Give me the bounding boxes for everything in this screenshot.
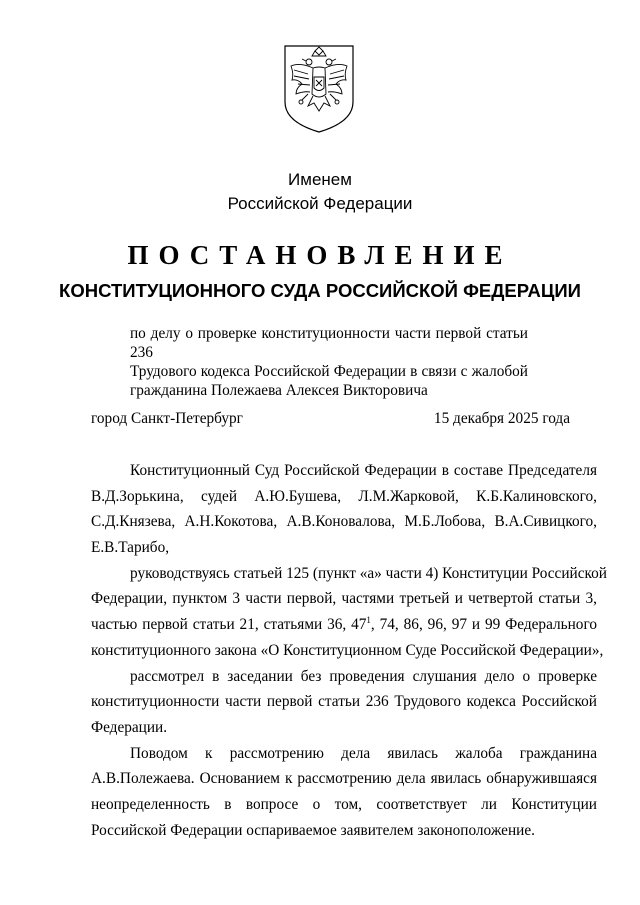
date: 15 декабря 2025 года <box>433 410 570 427</box>
body-text <box>91 458 607 843</box>
body-line: неопределенность в вопросе о том, соответствует ли Конституции <box>91 795 597 813</box>
body-fragment: , 74, 86, 96, 97 и 99 Федерального <box>370 616 597 634</box>
superscript: 1 <box>366 615 371 626</box>
body-line: В.Д.Зорькина, судей А.Ю.Бушева, Л.М.Жарковой, К.Б.Калиновского, <box>91 487 597 505</box>
case-line: гражданина Полежаева Алексея Викторовича <box>130 382 428 399</box>
body-line: А.В.Полежаева. Основанием к рассмотрению дела явилась обнаружившаяся <box>91 770 597 788</box>
body-fragment: частью первой статьи 21, статьями 36, 47 <box>91 616 367 634</box>
document-title: ПОСТАНОВЛЕНИЕ <box>127 240 513 270</box>
body-line: Федерации, пунктом 3 части первой, частями третьей и четвертой статьи 3, <box>91 590 597 608</box>
body-line: С.Д.Князева, А.Н.Кокотова, А.В.Коновалова, М.Б.Лобова, В.А.Сивицкого, <box>91 513 597 531</box>
body-line: Российской Федерации оспариваемое заявителем законоположение. <box>91 821 535 839</box>
document-subtitle: КОНСТИТУЦИОННОГО СУДА РОССИЙСКОЙ ФЕДЕРАЦИИ <box>59 280 581 301</box>
body-line: Е.В.Тарибо, <box>91 539 170 557</box>
case-line: Трудового кодекса Российской Федерации в связи с жалобой <box>130 363 528 380</box>
case-line: по делу о проверке конституционности части первой статьи 236 <box>130 325 528 361</box>
intro-line-2: Российской Федерации <box>227 194 413 213</box>
intro-line-1: Именем <box>288 170 352 189</box>
body-line: конституционности части первой статьи 236 Трудового кодекса Российской <box>91 693 597 711</box>
body-line: Поводом к рассмотрению дела явилась жалоба гражданина <box>130 744 597 762</box>
body-line: Конституционный Суд Российской Федерации в составе Председателя <box>130 462 597 479</box>
case-description <box>130 324 528 400</box>
body-line: Федерации. <box>91 718 168 736</box>
place: город Санкт-Петербург <box>91 410 243 427</box>
body-line: конституционного закона «О Конституционном Суде Российской Федерации», <box>91 641 604 659</box>
body-line: рассмотрел в заседании без проведения слушания дело о проверке <box>130 667 597 685</box>
body-line <box>91 612 597 638</box>
coat-of-arms-emblem <box>282 44 356 134</box>
body-line: руководствуясь статьей 125 (пункт «а» части 4) Конституции Российской <box>130 564 607 582</box>
